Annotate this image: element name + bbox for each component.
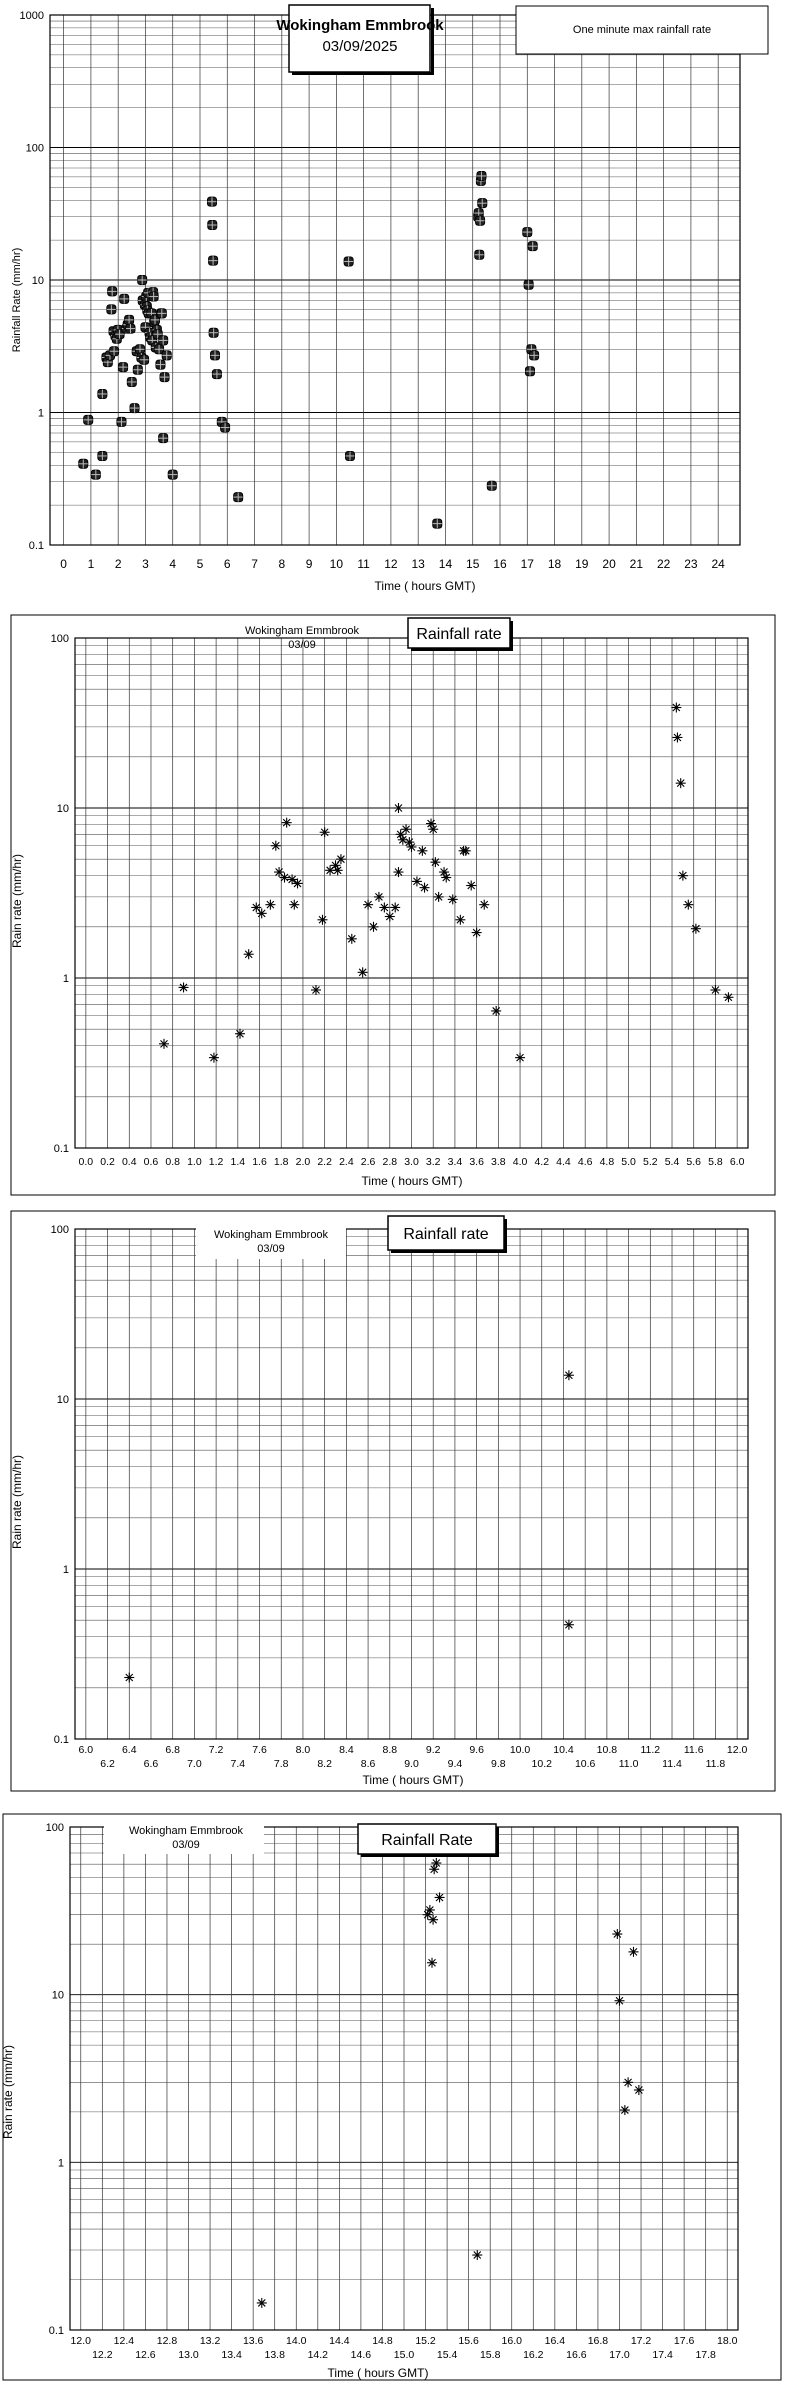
x-tick-label: 2.6	[360, 1156, 376, 1168]
data-point	[159, 1039, 169, 1049]
x-tick-label: 12	[384, 557, 398, 571]
x-tick-label: 8	[278, 557, 286, 571]
data-point	[671, 703, 681, 713]
data-point	[672, 732, 682, 742]
data-point	[628, 1947, 638, 1957]
y-tick-label: 0.1	[53, 1143, 69, 1155]
data-points	[124, 1370, 574, 1682]
station-header: Wokingham Emmbrook	[213, 1229, 329, 1241]
x-tick-label: 5.6	[686, 1156, 702, 1168]
data-point	[374, 892, 384, 902]
x-axis-label: Time ( hours GMT)	[374, 579, 476, 593]
data-point	[435, 1892, 445, 1902]
data-point	[478, 199, 487, 208]
data-point	[528, 242, 537, 251]
data-point	[160, 373, 169, 382]
x-tick-label: 2.8	[382, 1156, 398, 1168]
y-tick-label: 10	[56, 1394, 69, 1406]
data-point	[235, 1029, 245, 1039]
x-axis-label: Time ( hours GMT)	[362, 1773, 464, 1787]
data-point	[441, 873, 451, 883]
title-box-shadow	[510, 621, 513, 651]
y-tick-label: 0.1	[53, 1734, 69, 1746]
x-tick-label: 8.6	[360, 1758, 376, 1770]
chart-panel-1	[0, 0, 786, 596]
x-tick-label: 9.6	[469, 1744, 484, 1756]
data-point	[108, 287, 117, 296]
x-tick-label: 12.2	[92, 2349, 113, 2361]
x-tick-labels	[79, 1744, 748, 1770]
x-tick-label: 14	[438, 557, 453, 571]
data-point	[117, 417, 126, 426]
y-tick-label: 100	[50, 633, 69, 645]
data-point	[159, 336, 168, 345]
data-point	[317, 915, 327, 925]
x-tick-label: 11.6	[683, 1744, 704, 1756]
x-tick-label: 7.6	[252, 1744, 267, 1756]
gridlines	[70, 1827, 738, 2330]
data-point	[401, 824, 411, 834]
data-point	[524, 280, 533, 289]
x-tick-label: 2.0	[295, 1156, 311, 1168]
y-tick-labels	[51, 1224, 69, 1746]
y-axis-label: Rainfall Rate (mm/hr)	[11, 247, 23, 353]
data-point	[138, 276, 147, 285]
station-header: Wokingham Emmbrook	[128, 1825, 244, 1837]
x-tick-label: 13.8	[264, 2349, 285, 2361]
x-tick-label: 10.4	[553, 1744, 574, 1756]
x-tick-label: 22	[656, 557, 671, 571]
x-tick-label: 11.0	[618, 1758, 639, 1770]
data-point	[149, 292, 158, 301]
chart-title-line-1: Wokingham Emmbrook	[276, 17, 444, 34]
chart-panel-4	[0, 1812, 786, 2385]
legend-label: One minute max rainfall rate	[572, 24, 712, 36]
data-point	[110, 347, 119, 356]
data-point	[448, 894, 458, 904]
x-tick-label: 5	[196, 557, 204, 571]
x-tick-label: 11.2	[640, 1744, 661, 1756]
x-tick-label: 15.2	[415, 2335, 436, 2347]
y-tick-labels	[20, 10, 44, 552]
data-point	[162, 351, 171, 360]
data-point	[691, 924, 701, 934]
x-tick-label: 14.4	[329, 2335, 350, 2347]
data-point	[157, 309, 166, 318]
data-point	[168, 470, 177, 479]
x-axis-label: Time ( hours GMT)	[361, 1174, 463, 1188]
chart-panel-2	[0, 611, 786, 1201]
data-points	[79, 171, 539, 528]
y-axis-label: Rain rate (mm/hr)	[1, 2044, 15, 2140]
chart-title: Rainfall rate	[403, 1226, 489, 1243]
data-point	[125, 315, 134, 324]
x-tick-label: 5.8	[708, 1156, 723, 1168]
x-tick-label: 7.8	[273, 1758, 289, 1770]
y-tick-label: 0.1	[48, 2325, 64, 2337]
data-point	[390, 902, 400, 912]
x-tick-label: 9	[305, 557, 313, 571]
x-tick-label: 0.4	[121, 1156, 137, 1168]
data-point	[477, 171, 486, 180]
x-tick-label: 10.0	[509, 1744, 531, 1756]
y-tick-labels	[46, 1822, 64, 2337]
date-label: 03/09	[172, 1839, 200, 1851]
data-point	[420, 883, 430, 893]
data-point	[425, 1905, 435, 1915]
data-point	[472, 928, 482, 938]
y-tick-label: 10	[56, 803, 69, 815]
x-tick-label: 10.2	[531, 1758, 552, 1770]
x-tick-label: 7.2	[208, 1744, 224, 1756]
data-point	[623, 2077, 633, 2087]
x-tick-label: 14.6	[350, 2349, 372, 2361]
x-tick-label: 14.0	[286, 2335, 307, 2347]
data-point	[472, 2250, 482, 2260]
x-tick-label: 8.4	[339, 1744, 354, 1756]
data-point	[430, 857, 440, 867]
data-point	[84, 415, 93, 424]
x-tick-labels	[71, 2335, 738, 2361]
x-tick-label: 11	[357, 557, 370, 571]
x-tick-label: 24	[711, 557, 725, 571]
data-point	[320, 827, 330, 837]
data-point	[289, 900, 299, 910]
x-tick-label: 3.8	[491, 1156, 506, 1168]
x-tick-label: 17.8	[695, 2349, 716, 2361]
data-point	[530, 351, 539, 360]
data-point	[634, 2085, 644, 2095]
x-tick-label: 5.4	[664, 1156, 680, 1168]
x-tick-label: 5.2	[643, 1156, 658, 1168]
data-point	[344, 257, 353, 266]
x-tick-label: 13.4	[221, 2349, 242, 2361]
x-tick-label: 17.0	[609, 2349, 630, 2361]
x-tick-label: 1.8	[273, 1156, 289, 1168]
x-tick-label: 9.0	[404, 1758, 419, 1770]
data-point	[127, 377, 136, 386]
data-point	[209, 1053, 219, 1063]
gridlines	[50, 15, 740, 545]
title-box-shadow-bottom	[411, 648, 513, 651]
data-points	[159, 703, 733, 1063]
data-point	[676, 778, 686, 788]
x-tick-label: 1	[87, 557, 95, 571]
data-point	[428, 824, 438, 834]
chart-panel-3	[0, 1207, 786, 1797]
data-point	[130, 404, 139, 413]
x-tick-label: 0.2	[100, 1156, 115, 1168]
x-tick-label: 16.4	[544, 2335, 566, 2347]
data-point	[136, 345, 145, 354]
title-box-shadow	[496, 1827, 499, 1857]
data-point	[257, 908, 267, 918]
data-point	[358, 967, 368, 977]
chart-title-line-2: 03/09/2025	[322, 38, 398, 55]
data-point	[271, 841, 281, 851]
data-point	[393, 803, 403, 813]
x-tick-label: 19	[575, 557, 589, 571]
data-point	[282, 818, 292, 828]
x-tick-label: 18.0	[717, 2335, 738, 2347]
x-tick-label: 8.0	[295, 1744, 311, 1756]
title-box-shadow	[504, 1219, 507, 1253]
data-point	[159, 434, 168, 443]
chart-title: Rainfall rate	[416, 626, 502, 643]
x-tick-label: 0.0	[78, 1156, 94, 1168]
data-point	[491, 1006, 501, 1016]
data-point	[79, 459, 88, 468]
data-point	[417, 846, 427, 856]
x-tick-label: 9.2	[425, 1744, 441, 1756]
data-point	[515, 1053, 525, 1063]
x-tick-label: 0.6	[143, 1156, 159, 1168]
x-tick-label: 14.2	[307, 2349, 329, 2361]
data-point	[614, 1996, 624, 2006]
data-point	[475, 250, 484, 259]
data-point	[156, 360, 165, 369]
data-point	[244, 949, 254, 959]
x-tick-label: 16.2	[523, 2349, 544, 2361]
y-tick-label: 1000	[19, 10, 44, 22]
data-point	[91, 470, 100, 479]
y-tick-label: 10	[51, 1989, 64, 2002]
x-tick-label: 2.4	[339, 1156, 354, 1168]
x-tick-label: 12.0	[726, 1744, 748, 1756]
data-point	[140, 355, 149, 364]
x-tick-label: 0	[60, 557, 67, 571]
data-point	[523, 228, 532, 237]
title-box-shadow-bottom	[391, 1250, 507, 1253]
x-tick-label: 4.8	[599, 1156, 615, 1168]
data-point	[466, 881, 476, 891]
x-tick-label: 6.0	[78, 1744, 94, 1756]
x-tick-label: 4.2	[534, 1156, 550, 1168]
data-point	[212, 370, 221, 379]
x-tick-label: 12.6	[135, 2349, 156, 2361]
data-point	[683, 900, 693, 910]
data-point	[265, 900, 275, 910]
x-tick-label: 12.8	[156, 2335, 178, 2347]
x-tick-label: 4.4	[556, 1156, 571, 1168]
x-tick-label: 5.0	[621, 1156, 636, 1168]
x-tick-label: 17.4	[652, 2349, 673, 2361]
y-axis-label: Rain rate (mm/hr)	[10, 853, 24, 949]
x-tick-label: 16.0	[501, 2335, 522, 2347]
x-tick-label: 18	[547, 557, 562, 571]
x-tick-label: 13	[411, 557, 425, 571]
x-tick-label: 11.8	[705, 1758, 726, 1770]
data-point	[333, 865, 343, 875]
x-tick-label: 3.6	[469, 1156, 484, 1168]
data-point	[379, 902, 389, 912]
panel-frame	[3, 1814, 781, 2380]
x-tick-label: 10	[329, 557, 344, 571]
x-tick-label: 1.6	[252, 1156, 267, 1168]
x-tick-label: 10.6	[574, 1758, 596, 1770]
data-point	[107, 305, 116, 314]
x-tick-label: 23	[684, 557, 698, 571]
data-point	[678, 871, 688, 881]
data-point	[461, 846, 471, 856]
data-point	[293, 878, 303, 888]
x-tick-label: 6.6	[143, 1758, 159, 1770]
data-point	[620, 2105, 630, 2115]
x-tick-label: 15.6	[458, 2335, 479, 2347]
x-tick-label: 8.2	[317, 1758, 332, 1770]
y-tick-labels	[51, 633, 69, 1155]
title-box-shadow-bottom	[361, 1854, 499, 1857]
data-point	[564, 1370, 574, 1380]
x-tick-label: 21	[629, 557, 644, 571]
data-point	[363, 900, 373, 910]
data-point	[311, 985, 321, 995]
data-point	[347, 934, 357, 944]
x-tick-label: 7.4	[230, 1758, 246, 1770]
data-point	[476, 216, 485, 225]
x-tick-label: 3.0	[404, 1156, 419, 1168]
x-tick-label: 14.8	[372, 2335, 393, 2347]
y-tick-label: 100	[25, 142, 44, 155]
data-point	[208, 197, 217, 206]
x-tick-label: 12.0	[70, 2335, 91, 2347]
x-tick-label: 1.4	[230, 1156, 246, 1168]
x-tick-label: 0.8	[165, 1156, 180, 1168]
station-header: Wokingham Emmbrook	[244, 625, 360, 637]
data-point	[393, 867, 403, 877]
data-point	[119, 363, 128, 372]
x-tick-labels	[60, 557, 725, 571]
gridlines	[75, 1229, 748, 1739]
data-point	[612, 1929, 622, 1939]
x-axis-label: Time ( hours GMT)	[327, 2366, 429, 2380]
x-tick-label: 4	[169, 557, 177, 571]
data-point	[526, 367, 535, 376]
x-tick-label: 8.8	[382, 1744, 398, 1756]
x-tick-label: 12.4	[113, 2335, 135, 2347]
data-point	[412, 876, 422, 886]
x-tick-label: 9.4	[447, 1758, 463, 1770]
x-tick-label: 3.4	[447, 1156, 463, 1168]
data-point	[434, 892, 444, 902]
y-tick-label: 1	[57, 2157, 64, 2170]
date-label: 03/09	[288, 639, 316, 651]
x-tick-label: 1.0	[187, 1156, 202, 1168]
y-tick-label: 100	[45, 1822, 64, 1834]
data-point	[221, 423, 230, 432]
data-point	[209, 328, 218, 337]
data-point	[346, 451, 355, 460]
data-point	[487, 481, 496, 490]
gridlines	[75, 638, 748, 1148]
x-tick-label: 15	[466, 557, 480, 571]
data-point	[234, 493, 243, 502]
data-point	[564, 1620, 574, 1630]
data-point	[433, 519, 442, 528]
data-point	[209, 256, 218, 265]
date-label: 03/09	[257, 1243, 285, 1255]
y-tick-label: 1	[62, 1564, 69, 1576]
data-point	[98, 389, 107, 398]
data-point	[124, 1673, 134, 1683]
data-point	[710, 985, 720, 995]
x-tick-label: 7.0	[187, 1758, 202, 1770]
data-point	[369, 922, 379, 932]
data-point	[98, 451, 107, 460]
x-tick-label: 15.0	[393, 2349, 415, 2361]
x-tick-label: 16.6	[566, 2349, 587, 2361]
x-tick-label: 9.8	[491, 1758, 506, 1770]
data-points	[257, 1858, 644, 2308]
x-tick-label: 3.2	[425, 1156, 441, 1168]
x-tick-label: 6.0	[729, 1156, 745, 1168]
x-tick-label: 6.4	[121, 1744, 137, 1756]
x-tick-label: 7	[251, 557, 258, 571]
x-tick-label: 2	[114, 557, 122, 571]
x-tick-labels	[79, 1156, 745, 1168]
x-tick-label: 17	[520, 557, 534, 571]
data-point	[427, 1958, 437, 1968]
data-point	[431, 1858, 441, 1868]
x-tick-label: 6.2	[100, 1758, 115, 1770]
x-tick-label: 6	[223, 557, 231, 571]
chart-title: Rainfall Rate	[381, 1832, 473, 1849]
x-tick-label: 11.4	[662, 1758, 682, 1770]
x-tick-label: 17.2	[630, 2335, 652, 2347]
data-point	[455, 915, 465, 925]
data-point	[120, 294, 129, 303]
panel-frame	[11, 1211, 775, 1791]
x-tick-label: 13.2	[199, 2335, 221, 2347]
data-point	[385, 912, 395, 922]
x-tick-label: 4.6	[577, 1156, 593, 1168]
x-tick-label: 17.6	[673, 2335, 695, 2347]
x-tick-label: 4.0	[512, 1156, 528, 1168]
data-point	[179, 982, 189, 992]
y-tick-label: 100	[50, 1224, 69, 1236]
x-tick-label: 3	[142, 557, 149, 571]
data-point	[723, 992, 733, 1002]
x-tick-label: 16	[493, 557, 507, 571]
y-axis-label: Rain rate (mm/hr)	[10, 1454, 24, 1550]
data-point	[208, 221, 217, 230]
y-tick-label: 10	[31, 275, 44, 287]
x-tick-label: 13.0	[178, 2349, 199, 2361]
x-tick-label: 20	[602, 557, 616, 571]
y-tick-label: 0.1	[28, 540, 44, 552]
title-box-shadow-bottom	[292, 72, 434, 75]
x-tick-label: 10.8	[596, 1744, 618, 1756]
data-point	[133, 365, 142, 374]
data-point	[479, 900, 489, 910]
data-point	[257, 2298, 267, 2308]
x-tick-label: 1.2	[208, 1156, 224, 1168]
data-point	[211, 351, 220, 360]
x-tick-label: 16.8	[587, 2335, 609, 2347]
y-tick-label: 1	[37, 407, 44, 420]
x-tick-label: 2.2	[317, 1156, 332, 1168]
x-tick-label: 6.8	[165, 1744, 180, 1756]
y-tick-label: 1	[62, 973, 69, 985]
x-tick-label: 15.8	[479, 2349, 501, 2361]
x-tick-label: 13.6	[242, 2335, 264, 2347]
data-point	[126, 324, 135, 333]
x-tick-label: 15.4	[436, 2349, 458, 2361]
